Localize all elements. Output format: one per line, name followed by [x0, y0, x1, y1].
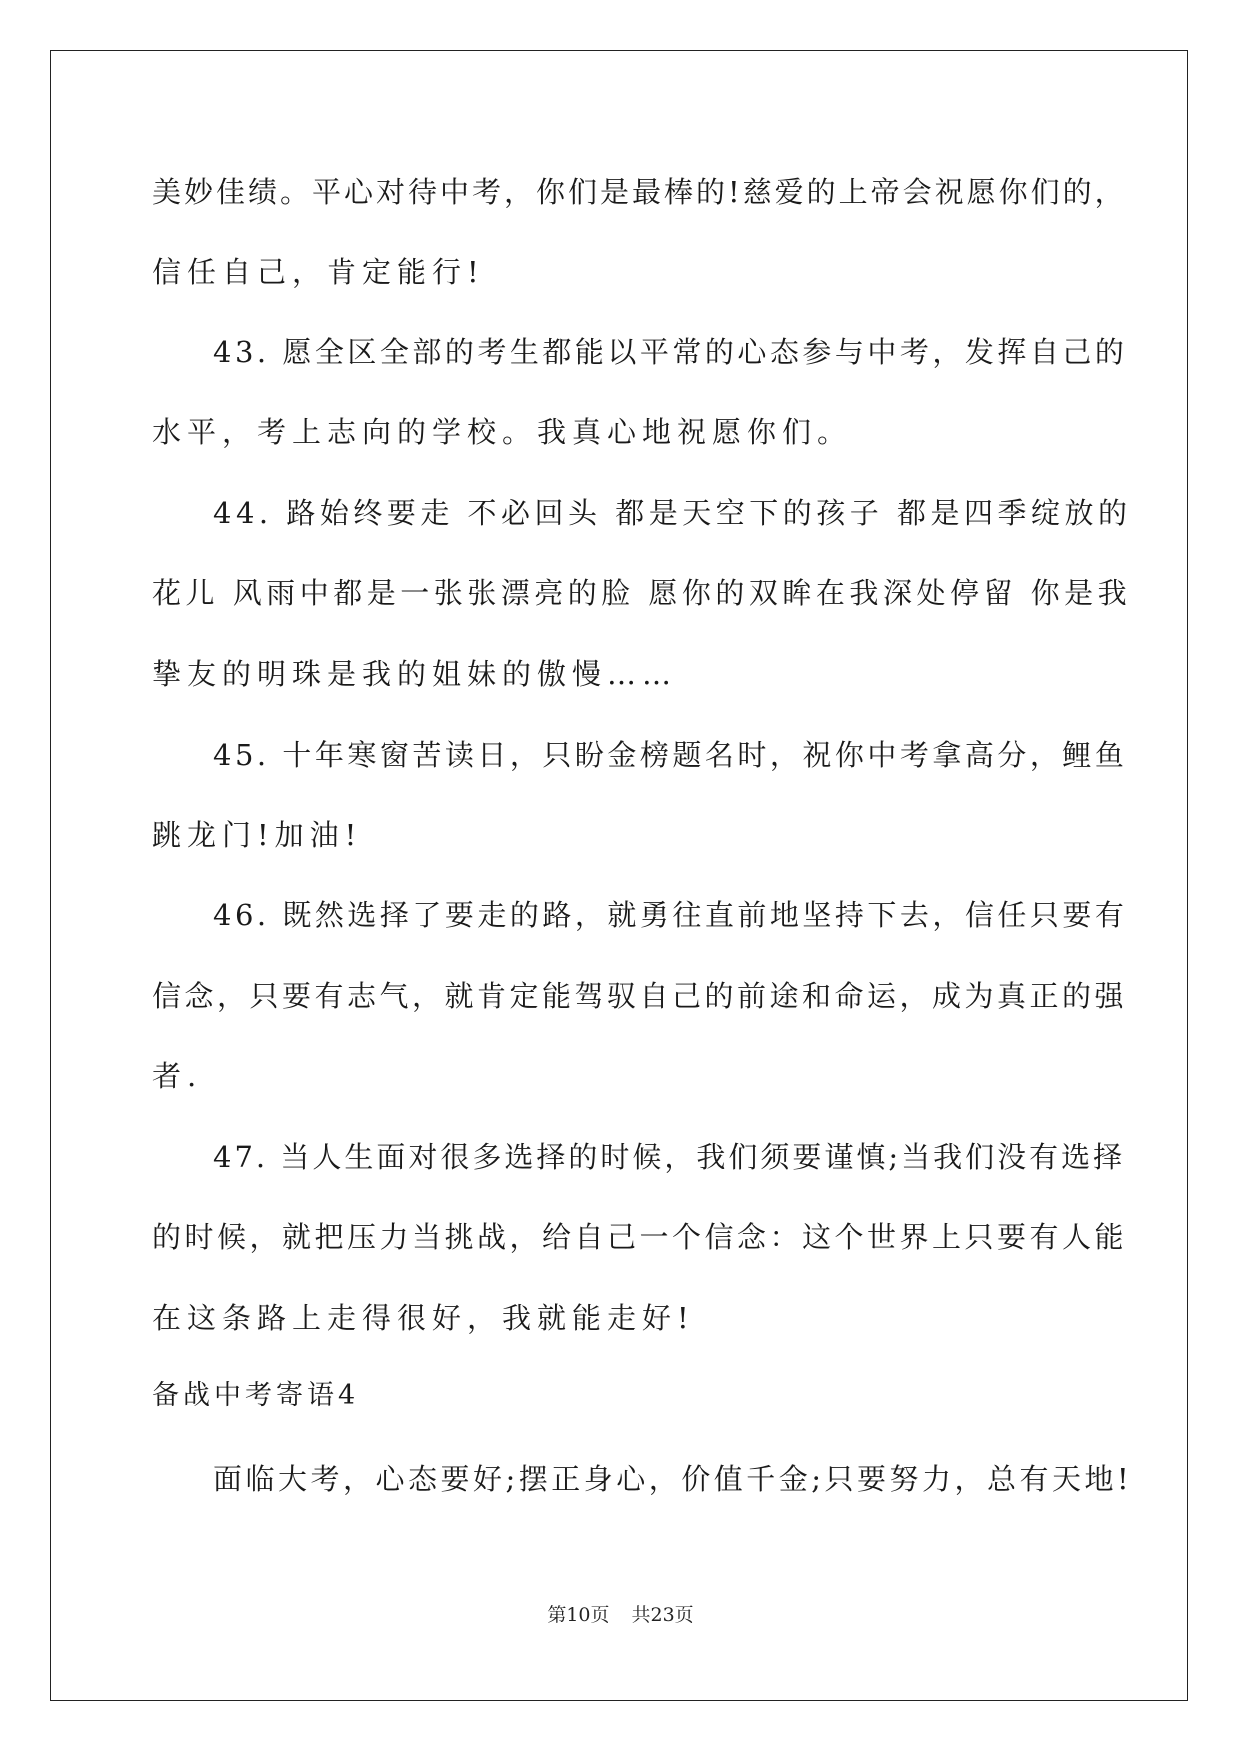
text-line: 跳龙门!加油! — [152, 818, 363, 852]
text-line: 信念，只要有志气，就肯定能驾驭自己的前途和命运，成为真正的强 — [152, 979, 1128, 1013]
page-total: 共23页 — [631, 1604, 694, 1626]
text-line: 45. 十年寒窗苦读日，只盼金榜题名时，祝你中考拿高分，鲤鱼 — [213, 738, 1128, 772]
text-line: 43. 愿全区全部的考生都能以平常的心态参与中考，发挥自己的 — [213, 335, 1128, 369]
page-number: 第10页 — [547, 1604, 610, 1626]
text-line: 信任自己，肯定能行! — [152, 255, 485, 289]
text-line: 在这条路上走得很好，我就能走好! — [152, 1301, 695, 1335]
text-line: 美妙佳绩。平心对待中考，你们是最棒的!慈爱的上帝会祝愿你们的， — [152, 175, 1127, 209]
text-line: 46. 既然选择了要走的路，就勇往直前地坚持下去，信任只要有 — [213, 898, 1128, 932]
page-border — [50, 50, 1188, 1701]
text-line: 的时候，就把压力当挑战，给自己一个信念：这个世界上只要有人能 — [152, 1220, 1128, 1254]
text-line: 面临大考，心态要好;摆正身心，价值千金;只要努力，总有天地! — [213, 1462, 1133, 1496]
text-line: 47. 当人生面对很多选择的时候，我们须要谨慎;当我们没有选择 — [213, 1140, 1126, 1174]
text-line: 挚友的明珠是我的姐妹的傲慢…… — [152, 657, 678, 691]
text-line: 44. 路始终要走 不必回头 都是天空下的孩子 都是四季绽放的 — [213, 496, 1132, 530]
text-line: 水平，考上志向的学校。我真心地祝愿你们。 — [152, 415, 853, 449]
section-heading: 备战中考寄语4 — [152, 1380, 360, 1411]
page-footer — [0, 1603, 1241, 1627]
text-line: 花儿 风雨中都是一张张漂亮的脸 愿你的双眸在我深处停留 你是我 — [152, 576, 1132, 610]
text-line: 者. — [152, 1059, 203, 1093]
